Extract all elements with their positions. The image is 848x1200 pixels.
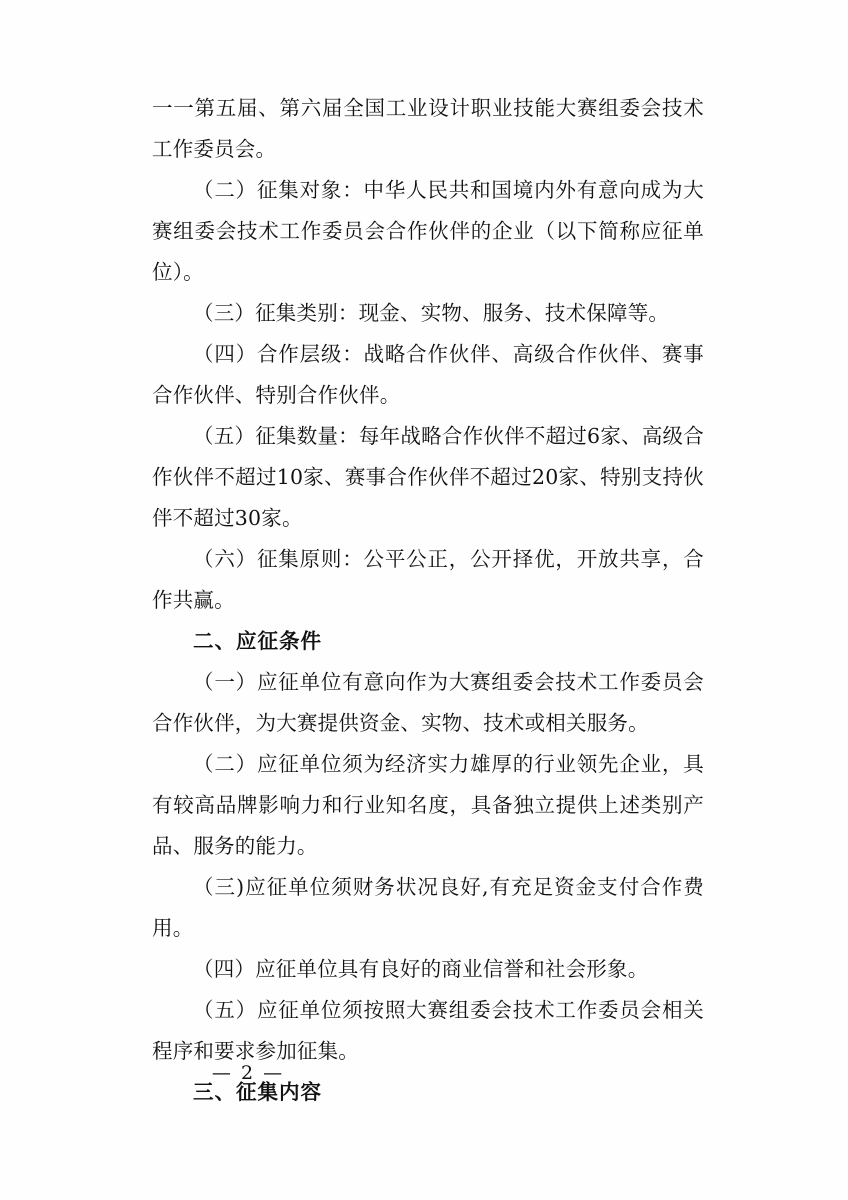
paragraph-continuation: 一一第五届、第六届全国工业设计职业技能大赛组委会技术工作委员会。 xyxy=(152,96,704,161)
paragraph-condition-one: （一）应征单位有意向作为大赛组委会技术工作委员会合作伙伴，为大赛提供资金、实物、技术或相关服务。 xyxy=(152,670,704,735)
paragraph-cooperation-level: （四）合作层级：战略合作伙伴、高级合作伙伴、赛事合作伙伴、特别合作伙伴。 xyxy=(152,342,704,407)
paragraph-collection-principle: （六）征集原则：公平公正，公开择优，开放共享，合作共赢。 xyxy=(152,547,704,612)
paragraph-condition-three: （三)应征单位须财务状况良好,有充足资金支付合作费用。 xyxy=(152,875,704,940)
paragraph-collection-quantity: （五）征集数量：每年战略合作伙伴不超过6家、高级合作伙伴不超过10家、赛事合作伙伴不超过20家、特别支持伙伴不超过30家。 xyxy=(152,424,704,530)
document-body xyxy=(152,88,704,1113)
section-heading-application-conditions: 二、应征条件 xyxy=(193,629,322,653)
page-number: — 2 — xyxy=(211,1062,285,1084)
paragraph-collection-category: （三）征集类别：现金、实物、服务、技术保障等。 xyxy=(193,301,670,325)
paragraph-condition-four: （四）应征单位具有良好的商业信誉和社会形象。 xyxy=(193,957,649,981)
page-footer xyxy=(0,1062,848,1084)
paragraph-collection-target: （二）征集对象：中华人民共和国境内外有意向成为大赛组委会技术工作委员会合作伙伴的企业（以下简称应征单位）。 xyxy=(152,178,704,284)
paragraph-condition-five: （五）应征单位须按照大赛组委会技术工作委员会相关程序和要求参加征集。 xyxy=(152,998,704,1063)
section-heading-collection-content: 三、征集内容 xyxy=(193,1080,322,1104)
paragraph-condition-two: （二）应征单位须为经济实力雄厚的行业领先企业，具有较高品牌影响力和行业知名度，具备独立提供上述类别产品、服务的能力。 xyxy=(152,752,704,858)
